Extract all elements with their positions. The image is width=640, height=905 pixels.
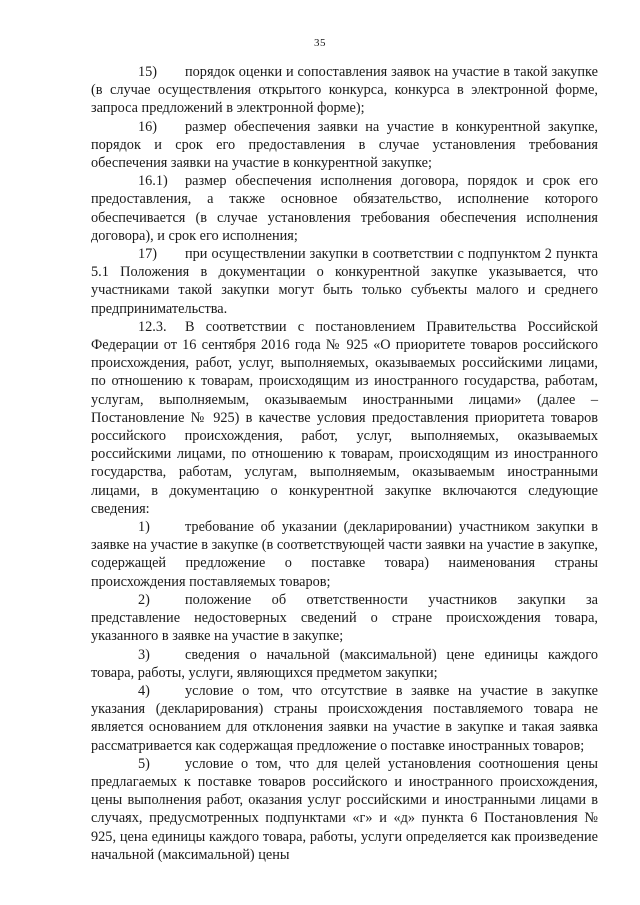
item-number: 16.1) <box>138 173 168 190</box>
item-text: условие о том, что отсутствие в заявке на участие в закупке указания (декларирования) страны происхождения поставляемого товара не является основанием для отклонения заявки на участие в закупке и такая заявка рассматривается как содержащая предложение о поставке иностранных товаров; <box>91 682 598 754</box>
item-text: размер обеспечения исполнения договора, порядок и срок его предоставления, а также основное обязательство, исполнение которого обеспечивается (в случае установления требования обеспечения исполнения договора), и срок его исполнения; <box>91 173 598 244</box>
item-text: порядок оценки и сопоставления заявок на участие в такой закупке (в случае осуществления открытого конкурса, конкурса в электронной форме, запроса предложений в электронной форме); <box>91 64 598 117</box>
item-number: 15) <box>138 64 158 80</box>
list-item-17 <box>91 245 598 318</box>
list-item-2 <box>91 591 598 646</box>
page-number: 35 <box>314 37 326 49</box>
list-item-16-1 <box>91 172 598 245</box>
list-item-1 <box>91 518 598 591</box>
item-text: положение об ответственности участников закупки за представление недостоверных сведений о стране происхождения товара, указанного в заявке на участие в закупке; <box>91 591 598 645</box>
item-number: 4) <box>138 682 150 699</box>
list-item-15 <box>91 63 598 118</box>
item-text: при осуществлении закупки в соответствии с подпунктом 2 пункта 5.1 Положения в документации о конкурентной закупке указывается, что участниками такой закупки могут быть только субъекты малого и среднего предпринимательства. <box>91 246 598 317</box>
item-number: 16) <box>138 118 158 135</box>
item-text: размер обеспечения заявки на участие в конкурентной закупке, порядок и срок его предоставления в случае установления требования обеспечения заявки на участие в конкурентной закупке; <box>91 118 598 172</box>
list-item-5 <box>91 755 598 864</box>
item-text: сведения о начальной (максимальной) цене единицы каждого товара, работы, услуги, являющихся предметом закупки; <box>91 646 598 681</box>
list-item-3 <box>91 646 598 682</box>
list-item-4 <box>91 682 598 755</box>
section-12-3 <box>91 318 598 518</box>
item-number: 3) <box>138 646 150 663</box>
list-item-16 <box>91 118 598 173</box>
document-body <box>91 63 598 864</box>
section-number: 12.3. <box>138 318 167 335</box>
item-text: требование об указании (декларировании) участником закупки в заявке на участие в закупке (в соответствующей части заявки на участие в закупке, содержащей предложение о поставке товара) наименования страны происхождения поставляемых товаров; <box>91 519 598 590</box>
item-number: 2) <box>138 591 150 608</box>
item-number: 1) <box>138 519 150 536</box>
section-text: В соответствии с постановлением Правительства Российской Федерации от 16 сентября 2016 года № 925 «О приоритете товаров российского происхождения, работ, услуг, выполняемых, оказываемых российскими лицами, по отношению к товарам, происходящим из иностранного государства, работам, услугам, выполняемым, оказываемым иностранными лицами» (далее – Постановление № 925) в качестве условия предоставления приоритета товаров российского происхождения, работ, услуг, выполняемых, оказываемых российскими лицами, по отношению к товарам, происходящим из иностранного государства, работам, услугам, выполняемым, оказываемым иностранными лицами, в документацию о конкурентной закупке включаются следующие сведения: <box>91 318 598 517</box>
item-text: условие о том, что для целей установления соотношения цены предлагаемых к поставке товаров российского и иностранного происхождения, цены выполнения работ, оказания услуг российскими и иностранными лицами в случаях, предусмотренных подпунктами «г» и «д» пункта 6 Постановления № 925, цена единицы каждого товара, работы, услуги определяется как произведение начальной (максимальной) цены <box>91 755 598 863</box>
item-number: 17) <box>138 246 158 263</box>
item-number: 5) <box>138 755 150 772</box>
